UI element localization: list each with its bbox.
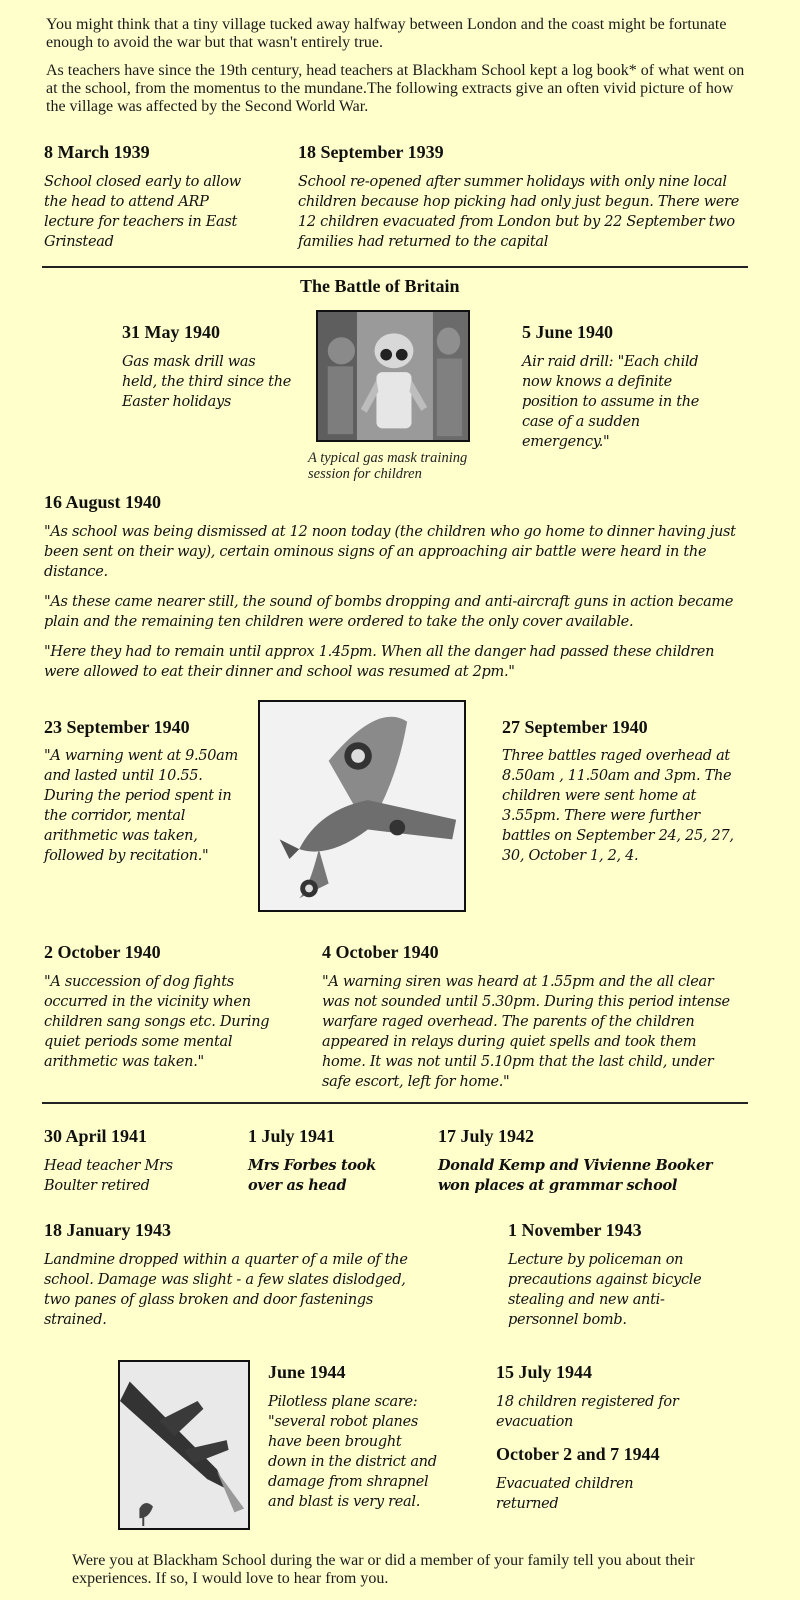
entry-date: 5 June 1940 bbox=[522, 322, 614, 342]
divider bbox=[42, 266, 748, 268]
spitfire-photo bbox=[258, 700, 466, 912]
entry-text: 18 children registered for evacuation bbox=[496, 1394, 679, 1430]
entry-text: Donald Kemp and Vivienne Booker won places at grammar school bbox=[438, 1157, 713, 1194]
entry-text: Pilotless plane scare: "several robot planes have been brought down in the district and damage from shrapnel and blast is very real. bbox=[268, 1394, 437, 1510]
entry-date: 15 July 1944 bbox=[496, 1362, 593, 1382]
entry-text: Evacuated children returned bbox=[496, 1476, 634, 1512]
robot-plane-photo bbox=[118, 1360, 250, 1530]
entry-date: 18 September 1939 bbox=[298, 142, 444, 162]
entry-text: "A warning siren was heard at 1.55pm and the all clear was not sounded until 5.30pm. During this period intense warfare raged overhead. The parents of the children appeared in relays during quiet spells and took them home. It was not until 5.10pm that the last child, under safe escort, left for home." bbox=[322, 974, 730, 1090]
entry-text: Three battles raged overhead at 8.50am , 11.50am and 3pm. The children were sent home at 3.55pm. There were further battles on September 24, 25, 27, 30, October 1, 2, 4. bbox=[502, 748, 734, 864]
entry-date: 17 July 1942 bbox=[438, 1126, 535, 1146]
entry-text: Air raid drill: "Each child now knows a definite position to assume in the case of a sudden emergency." bbox=[522, 354, 700, 450]
photo-caption: A typical gas mask training session for children bbox=[308, 450, 468, 482]
intro-paragraph-1: You might think that a tiny village tucked away halfway between London and the coast might be fortunate enough to avoid the war but that wasn't entirely true. bbox=[46, 16, 727, 51]
entry-date: 8 March 1939 bbox=[44, 142, 150, 162]
entry-date: October 2 and 7 1944 bbox=[496, 1444, 660, 1464]
entry-date: 23 September 1940 bbox=[44, 717, 190, 737]
section-title: The Battle of Britain bbox=[300, 276, 460, 296]
entry-date: 16 August 1940 bbox=[44, 492, 162, 512]
entry-text: "A succession of dog fights occurred in the vicinity when children sang songs etc. During quiet periods some mental arithmetic was taken." bbox=[44, 974, 270, 1070]
entry-date: 30 April 1941 bbox=[44, 1126, 148, 1146]
entry-date: 1 November 1943 bbox=[508, 1220, 642, 1240]
footer-note: Were you at Blackham School during the war or did a member of your family tell you about their experiences. If so, I would love to hear from you. bbox=[72, 1552, 695, 1587]
gas-mask-photo bbox=[316, 310, 470, 442]
entry-date: 27 September 1940 bbox=[502, 717, 648, 737]
entry-date: 4 October 1940 bbox=[322, 942, 439, 962]
entry-text: School re-opened after summer holidays with only nine local children because hop picking had only just begun. There were 12 children evacuated from London but by 22 September two families had returned to the capital bbox=[298, 174, 740, 250]
divider bbox=[42, 1102, 748, 1104]
entry-text: Lecture by policeman on precautions against bicycle stealing and new anti-personnel bomb. bbox=[508, 1252, 702, 1328]
entry-paragraph: "As school was being dismissed at 12 noon today (the children who go home to dinner having just been sent on their way), certain ominous signs of an approaching air battle were heard in the distance. bbox=[44, 524, 736, 580]
entry-text: Mrs Forbes took over as head bbox=[248, 1157, 376, 1194]
intro-paragraph-2: As teachers have since the 19th century, head teachers at Blackham School kept a log book* of what went on at the school, from the momentus to the mundane.The following extracts give an often vivid picture of how the village was affected by the Second World War. bbox=[46, 62, 745, 115]
entry-paragraph: "Here they had to remain until approx 1.45pm. When all the danger had passed these children were allowed to eat their dinner and school was resumed at 2pm." bbox=[44, 644, 715, 680]
entry-date: 18 January 1943 bbox=[44, 1220, 172, 1240]
entry-date: 2 October 1940 bbox=[44, 942, 161, 962]
entry-text: Head teacher Mrs Boulter retired bbox=[44, 1158, 173, 1194]
entry-date: 1 July 1941 bbox=[248, 1126, 336, 1146]
entry-date: June 1944 bbox=[268, 1362, 346, 1382]
entry-date: 31 May 1940 bbox=[122, 322, 220, 342]
entry-paragraph: "As these came nearer still, the sound of bombs dropping and anti-aircraft guns in action became plain and the remaining ten children were ordered to take the only cover available. bbox=[44, 594, 734, 630]
entry-text: Gas mask drill was held, the third since the Easter holidays bbox=[122, 354, 292, 410]
entry-text: "A warning went at 9.50am and lasted until 10.55. During the period spent in the corridor, mental arithmetic was taken, followed by recitation." bbox=[44, 748, 238, 864]
entry-text: Landmine dropped within a quarter of a mile of the school. Damage was slight - a few slates dislodged, two panes of glass broken and door fastenings strained. bbox=[44, 1252, 408, 1328]
entry-text: School closed early to allow the head to attend ARP lecture for teachers in East Grinstead bbox=[44, 174, 241, 250]
